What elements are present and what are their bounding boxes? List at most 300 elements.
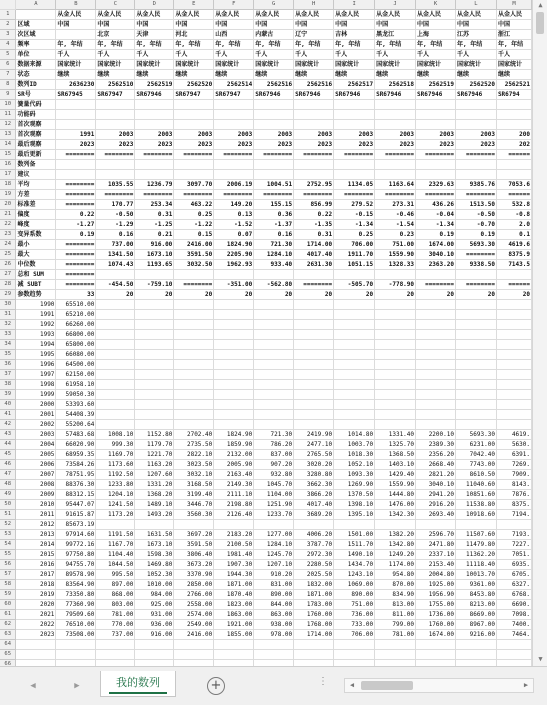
cell[interactable] — [334, 340, 375, 350]
cell[interactable]: -1.27 — [56, 220, 96, 230]
cell[interactable]: 7743.00 — [455, 460, 496, 470]
cell[interactable]: 江苏 — [455, 30, 496, 40]
cell[interactable]: 3040.10 — [416, 480, 456, 490]
cell[interactable]: 2003 — [16, 430, 56, 440]
cell[interactable]: 1476.00 — [375, 500, 416, 510]
cell[interactable] — [334, 410, 375, 420]
cell[interactable]: 0.25 — [174, 210, 214, 220]
cell[interactable]: 73350.80 — [56, 590, 96, 600]
cell[interactable] — [334, 120, 375, 130]
cell[interactable]: 10013.70 — [455, 570, 496, 580]
vertical-scrollbar[interactable] — [532, 0, 547, 666]
cell[interactable] — [334, 390, 375, 400]
cell[interactable]: 千人 — [496, 50, 531, 60]
row-header[interactable]: 66 — [0, 660, 16, 667]
cell[interactable]: ======== — [455, 150, 496, 160]
cell[interactable] — [254, 310, 294, 320]
row-header[interactable]: 7 — [0, 70, 16, 80]
cell[interactable] — [56, 120, 96, 130]
column-header[interactable]: D — [135, 0, 174, 10]
cell[interactable]: 从金人民 — [334, 10, 375, 20]
cell[interactable]: 2153.40 — [416, 560, 456, 570]
cell[interactable] — [375, 120, 416, 130]
row-header[interactable]: 3 — [0, 30, 16, 40]
cell[interactable]: 89578.90 — [56, 570, 96, 580]
cell[interactable]: 1674.00 — [416, 630, 456, 640]
cell[interactable]: 1243.10 — [334, 570, 375, 580]
row-header[interactable]: 9 — [0, 90, 16, 100]
cell[interactable] — [96, 360, 135, 370]
cell[interactable] — [174, 300, 214, 310]
cell[interactable]: 77360.90 — [56, 600, 96, 610]
cell[interactable]: 状态 — [16, 70, 56, 80]
cell[interactable]: 国家统计 — [455, 60, 496, 70]
cell[interactable]: 2549.00 — [174, 620, 214, 630]
cell[interactable]: ======== — [56, 200, 96, 210]
cell[interactable]: SR6794 — [496, 90, 531, 100]
cell[interactable]: 1871.00 — [294, 590, 334, 600]
cell[interactable]: 功能码 — [16, 110, 56, 120]
cell[interactable]: ======== — [174, 280, 214, 290]
cell[interactable]: 1382.20 — [375, 530, 416, 540]
cell[interactable]: 931.00 — [135, 610, 174, 620]
row-header[interactable]: 52 — [0, 520, 16, 530]
cell[interactable]: ======== — [334, 150, 375, 160]
cell[interactable]: 2766.00 — [174, 590, 214, 600]
cell[interactable] — [214, 390, 254, 400]
cell[interactable]: ======== — [334, 190, 375, 200]
cell[interactable] — [416, 400, 456, 410]
cell[interactable]: -0.46 — [375, 210, 416, 220]
cell[interactable] — [214, 110, 254, 120]
cell[interactable]: 1003.70 — [334, 440, 375, 450]
cell[interactable]: -505.70 — [334, 280, 375, 290]
row-header[interactable]: 48 — [0, 480, 16, 490]
cell[interactable]: 1999 — [16, 390, 56, 400]
cell[interactable]: 继续 — [135, 70, 174, 80]
cell[interactable] — [56, 160, 96, 170]
cell[interactable]: 1284.10 — [254, 540, 294, 550]
cell[interactable]: -759.10 — [135, 280, 174, 290]
cell[interactable]: 7909. — [496, 470, 531, 480]
row-header[interactable]: 13 — [0, 130, 16, 140]
cell[interactable]: 最大 — [16, 250, 56, 260]
cell[interactable]: 千人 — [334, 50, 375, 60]
column-header[interactable]: A — [16, 0, 56, 10]
row-header[interactable]: 2 — [0, 20, 16, 30]
cell[interactable]: 1513.50 — [455, 200, 496, 210]
cell[interactable] — [496, 160, 531, 170]
cell[interactable]: 1673.10 — [135, 250, 174, 260]
cell[interactable]: ======== — [455, 190, 496, 200]
cell[interactable]: 1907.30 — [214, 560, 254, 570]
cell[interactable]: 1673.10 — [135, 540, 174, 550]
cell[interactable]: 2018 — [16, 580, 56, 590]
cell[interactable]: 1429.40 — [375, 470, 416, 480]
cell[interactable]: 2001 — [16, 410, 56, 420]
cell[interactable]: 55200.64 — [56, 420, 96, 430]
cell[interactable]: 2005.90 — [214, 460, 254, 470]
cell[interactable]: 1191.50 — [96, 530, 135, 540]
cell[interactable]: 436.26 — [416, 200, 456, 210]
cell[interactable]: 2562520 — [455, 80, 496, 90]
cell[interactable] — [96, 300, 135, 310]
row-header[interactable]: 1 — [0, 10, 16, 20]
cell[interactable] — [214, 420, 254, 430]
cell[interactable]: 继续 — [174, 70, 214, 80]
cell[interactable]: 4619.6 — [496, 240, 531, 250]
cell[interactable]: 1403.10 — [375, 460, 416, 470]
cell[interactable] — [496, 270, 531, 280]
cell[interactable] — [56, 30, 96, 40]
cell[interactable]: 11507.60 — [455, 530, 496, 540]
row-header[interactable]: 61 — [0, 610, 16, 620]
cell[interactable] — [496, 310, 531, 320]
cell[interactable]: 1051.15 — [334, 260, 375, 270]
cell[interactable]: 3662.30 — [294, 480, 334, 490]
cell[interactable]: 933.40 — [254, 260, 294, 270]
cell[interactable] — [496, 390, 531, 400]
cell[interactable]: 706.00 — [334, 240, 375, 250]
cell[interactable] — [334, 380, 375, 390]
cell[interactable] — [496, 350, 531, 360]
cell[interactable] — [375, 390, 416, 400]
cell[interactable] — [96, 650, 135, 660]
cell[interactable] — [96, 160, 135, 170]
cell[interactable]: 66080.00 — [56, 350, 96, 360]
cell[interactable]: 国家统计 — [96, 60, 135, 70]
cell[interactable]: 2023 — [174, 140, 214, 150]
cell[interactable] — [455, 350, 496, 360]
cell[interactable]: 国家统计 — [254, 60, 294, 70]
cell[interactable]: 年, 年结 — [416, 40, 456, 50]
cell[interactable]: 1714.00 — [294, 630, 334, 640]
cell[interactable] — [254, 100, 294, 110]
cell[interactable]: 73508.00 — [56, 630, 96, 640]
cell[interactable] — [496, 410, 531, 420]
cell[interactable]: 1104.40 — [96, 550, 135, 560]
cell[interactable]: 2419.90 — [294, 430, 334, 440]
cell[interactable]: 1004.51 — [254, 180, 294, 190]
cell[interactable] — [416, 350, 456, 360]
cell[interactable]: SR67946 — [416, 90, 456, 100]
cell[interactable]: 继续 — [96, 70, 135, 80]
row-header[interactable]: 26 — [0, 260, 16, 270]
cell[interactable]: 7098. — [496, 610, 531, 620]
cell[interactable] — [496, 100, 531, 110]
cell[interactable] — [455, 320, 496, 330]
cell[interactable]: 6768. — [496, 590, 531, 600]
cell[interactable] — [294, 520, 334, 530]
cell[interactable]: 标准差 — [16, 200, 56, 210]
cell[interactable]: 1167.70 — [96, 540, 135, 550]
cell[interactable]: 786.20 — [254, 440, 294, 450]
cell[interactable]: 721.30 — [254, 430, 294, 440]
cell[interactable] — [214, 310, 254, 320]
cell[interactable]: ======== — [56, 150, 96, 160]
cell[interactable]: 3020.20 — [294, 460, 334, 470]
cell[interactable]: 1981.40 — [214, 550, 254, 560]
cell[interactable] — [455, 300, 496, 310]
cell[interactable]: 2562514 — [214, 80, 254, 90]
cell[interactable]: 年, 年结 — [455, 40, 496, 50]
cell[interactable]: 年, 年结 — [375, 40, 416, 50]
cell[interactable]: 2025.50 — [294, 570, 334, 580]
row-header[interactable]: 28 — [0, 280, 16, 290]
cell[interactable]: ======== — [416, 280, 456, 290]
cell[interactable] — [455, 650, 496, 660]
cell[interactable]: SR67946 — [294, 90, 334, 100]
cell[interactable] — [135, 160, 174, 170]
cell[interactable] — [496, 650, 531, 660]
cell[interactable]: 984.00 — [135, 590, 174, 600]
cell[interactable]: 0.22 — [56, 210, 96, 220]
cell[interactable] — [56, 100, 96, 110]
cell[interactable] — [416, 110, 456, 120]
cell[interactable]: 国家统计 — [214, 60, 254, 70]
cell[interactable]: 932.80 — [254, 470, 294, 480]
cell[interactable] — [294, 360, 334, 370]
cell[interactable] — [135, 650, 174, 660]
cell[interactable]: 1342.80 — [375, 540, 416, 550]
cell[interactable]: 中国 — [334, 20, 375, 30]
cell[interactable] — [455, 330, 496, 340]
cell[interactable] — [416, 390, 456, 400]
cell[interactable]: 天津 — [135, 30, 174, 40]
cell[interactable]: 856.99 — [294, 200, 334, 210]
cell[interactable]: 2005 — [16, 450, 56, 460]
cell[interactable]: 从金人民 — [174, 10, 214, 20]
cell[interactable] — [214, 380, 254, 390]
cell[interactable]: 年, 年结 — [174, 40, 214, 50]
cell[interactable]: 834.90 — [375, 590, 416, 600]
cell[interactable]: 河北 — [174, 30, 214, 40]
cell[interactable] — [416, 160, 456, 170]
cell[interactable]: 1990 — [16, 300, 56, 310]
cell[interactable]: 1714.00 — [294, 240, 334, 250]
cell[interactable]: 64500.00 — [56, 360, 96, 370]
row-header[interactable]: 16 — [0, 160, 16, 170]
cell[interactable]: 1207.60 — [135, 470, 174, 480]
cell[interactable]: 0.07 — [214, 230, 254, 240]
cell[interactable]: 1962.93 — [214, 260, 254, 270]
cell[interactable]: 273.31 — [375, 200, 416, 210]
cell[interactable]: 中国 — [174, 20, 214, 30]
cell[interactable]: ======== — [375, 150, 416, 160]
cell[interactable]: 1823.00 — [214, 600, 254, 610]
cell[interactable] — [294, 640, 334, 650]
cell[interactable] — [254, 390, 294, 400]
row-header[interactable]: 51 — [0, 510, 16, 520]
cell[interactable]: 0.21 — [135, 230, 174, 240]
cell[interactable]: 1493.20 — [135, 510, 174, 520]
row-header[interactable]: 57 — [0, 570, 16, 580]
cell[interactable]: 3168.50 — [174, 480, 214, 490]
cell[interactable]: ======== — [56, 240, 96, 250]
cell[interactable]: 上海 — [416, 30, 456, 40]
cell[interactable]: 938.00 — [254, 620, 294, 630]
cell[interactable]: 61958.10 — [56, 380, 96, 390]
cell[interactable] — [416, 120, 456, 130]
cell[interactable]: 千人 — [294, 50, 334, 60]
cell[interactable]: -1.25 — [135, 220, 174, 230]
cell[interactable]: 2941.20 — [416, 490, 456, 500]
cell[interactable]: 簧量代码 — [16, 100, 56, 110]
cell[interactable] — [294, 120, 334, 130]
cell[interactable] — [416, 270, 456, 280]
cell[interactable]: 最后观察 — [16, 140, 56, 150]
cell[interactable]: 2021 — [16, 610, 56, 620]
cell[interactable] — [254, 410, 294, 420]
row-header[interactable]: 22 — [0, 220, 16, 230]
cell[interactable]: 总和 SUM — [16, 270, 56, 280]
cell[interactable] — [174, 350, 214, 360]
column-header[interactable]: B — [56, 0, 96, 10]
cell[interactable]: 2023 — [416, 140, 456, 150]
cell[interactable] — [96, 340, 135, 350]
row-header[interactable]: 8 — [0, 80, 16, 90]
cell[interactable]: 内蒙古 — [254, 30, 294, 40]
cell[interactable] — [416, 640, 456, 650]
cell[interactable]: -0.50 — [96, 210, 135, 220]
cell[interactable]: 1469.80 — [135, 560, 174, 570]
cell[interactable]: 中国 — [496, 20, 531, 30]
cell[interactable]: 831.00 — [254, 580, 294, 590]
cell[interactable]: 0.1 — [496, 230, 531, 240]
cell[interactable]: ======== — [174, 150, 214, 160]
cell[interactable] — [174, 360, 214, 370]
cell[interactable]: 10851.60 — [455, 490, 496, 500]
cell[interactable]: 2.0 — [496, 220, 531, 230]
cell[interactable]: 2003 — [254, 130, 294, 140]
cell[interactable]: 1331.40 — [375, 430, 416, 440]
cell[interactable] — [174, 370, 214, 380]
row-header[interactable]: 56 — [0, 560, 16, 570]
cell[interactable]: 2009 — [16, 490, 56, 500]
cell[interactable]: 863.00 — [254, 610, 294, 620]
cell[interactable]: 2205.90 — [214, 250, 254, 260]
cell[interactable]: 2011 — [16, 510, 56, 520]
cell[interactable] — [214, 120, 254, 130]
prev-sheet-icon[interactable]: ◀ — [30, 681, 36, 691]
cell[interactable]: 2631.30 — [294, 260, 334, 270]
cell[interactable]: 从金人民 — [254, 10, 294, 20]
cell[interactable]: -778.90 — [375, 280, 416, 290]
cell[interactable] — [294, 340, 334, 350]
cell[interactable]: 1992 — [16, 320, 56, 330]
cell[interactable]: 7227. — [496, 540, 531, 550]
row-header[interactable]: 24 — [0, 240, 16, 250]
cell[interactable]: 1996 — [16, 360, 56, 370]
cell[interactable] — [96, 110, 135, 120]
cell[interactable] — [96, 390, 135, 400]
cell[interactable]: 1956.90 — [416, 590, 456, 600]
row-header[interactable]: 62 — [0, 620, 16, 630]
row-header[interactable]: 30 — [0, 300, 16, 310]
cell[interactable] — [375, 310, 416, 320]
cell[interactable] — [214, 370, 254, 380]
cell[interactable]: SR67946 — [455, 90, 496, 100]
cell[interactable]: 1269.90 — [334, 480, 375, 490]
cell[interactable]: 千人 — [174, 50, 214, 60]
cell[interactable] — [254, 520, 294, 530]
cell[interactable] — [375, 270, 416, 280]
split-handle-icon[interactable]: ⋮ — [318, 676, 328, 687]
column-header[interactable]: F — [214, 0, 254, 10]
cell[interactable]: 1559.90 — [375, 250, 416, 260]
cell[interactable]: 2006.19 — [214, 180, 254, 190]
cell[interactable] — [96, 400, 135, 410]
cell[interactable]: 5693.30 — [455, 430, 496, 440]
cell[interactable]: 2693.40 — [416, 510, 456, 520]
cell[interactable] — [135, 120, 174, 130]
cell[interactable] — [135, 360, 174, 370]
cell[interactable]: 910.20 — [254, 570, 294, 580]
cell[interactable] — [334, 300, 375, 310]
cell[interactable] — [455, 390, 496, 400]
cell[interactable]: 10918.60 — [455, 510, 496, 520]
cell[interactable] — [254, 380, 294, 390]
cell[interactable]: 1174.00 — [375, 560, 416, 570]
row-header[interactable]: 44 — [0, 440, 16, 450]
cell[interactable]: 1598.30 — [135, 550, 174, 560]
row-header[interactable]: 14 — [0, 140, 16, 150]
cell[interactable] — [254, 320, 294, 330]
cell[interactable] — [214, 100, 254, 110]
cell[interactable]: 736.00 — [334, 610, 375, 620]
row-header[interactable]: 12 — [0, 120, 16, 130]
cell[interactable]: 继续 — [294, 70, 334, 80]
cell[interactable] — [214, 350, 254, 360]
cell[interactable] — [416, 650, 456, 660]
cell[interactable]: 1444.80 — [375, 490, 416, 500]
cell[interactable]: 1832.00 — [294, 580, 334, 590]
vertical-scroll-thumb[interactable] — [536, 12, 544, 34]
cell[interactable] — [135, 400, 174, 410]
cell[interactable]: 2562516 — [254, 80, 294, 90]
cell[interactable]: 66260.00 — [56, 320, 96, 330]
cell[interactable] — [96, 310, 135, 320]
cell[interactable]: 2023 — [375, 140, 416, 150]
cell[interactable]: 1398.10 — [334, 500, 375, 510]
cell[interactable]: 2735.50 — [174, 440, 214, 450]
cell[interactable] — [214, 170, 254, 180]
cell[interactable]: 1233.70 — [254, 510, 294, 520]
cell[interactable]: 1173.20 — [96, 510, 135, 520]
cell[interactable]: 2562516 — [294, 80, 334, 90]
cell[interactable] — [174, 520, 214, 530]
cell[interactable]: 2416.00 — [174, 630, 214, 640]
cell[interactable] — [174, 120, 214, 130]
cell[interactable]: 0.22 — [294, 210, 334, 220]
cell[interactable]: 813.00 — [375, 600, 416, 610]
cell[interactable] — [334, 420, 375, 430]
cell[interactable]: 8453.80 — [455, 590, 496, 600]
cell[interactable]: 532.8 — [496, 200, 531, 210]
cell[interactable]: 6231.00 — [455, 440, 496, 450]
cell[interactable]: 国家统计 — [294, 60, 334, 70]
cell[interactable] — [334, 310, 375, 320]
cell[interactable]: 9361.00 — [455, 580, 496, 590]
cell[interactable] — [254, 350, 294, 360]
cell[interactable] — [174, 650, 214, 660]
cell[interactable]: 68959.35 — [56, 450, 96, 460]
cell[interactable]: 1284.10 — [254, 250, 294, 260]
cell[interactable]: 1998 — [16, 380, 56, 390]
cell[interactable]: 1991 — [56, 130, 96, 140]
row-header[interactable]: 45 — [0, 450, 16, 460]
cell[interactable]: 继续 — [496, 70, 531, 80]
